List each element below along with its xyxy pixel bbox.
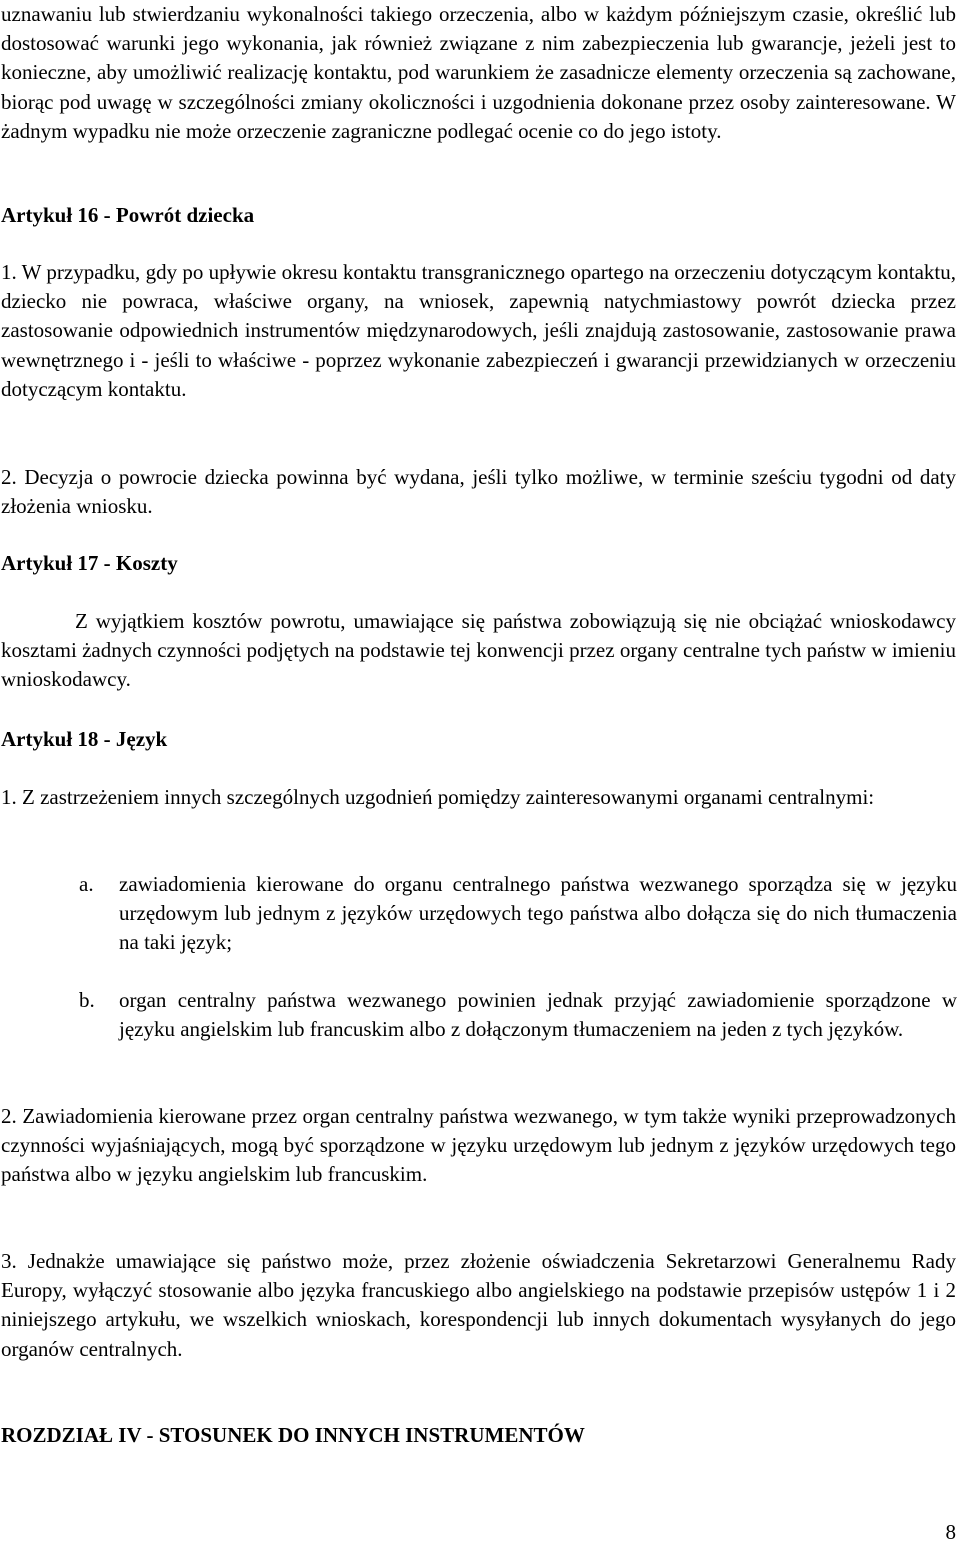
- article-18-paragraph-2: 2. Zawiadomienia kierowane przez organ centralny państwa wezwanego, w tym także wyniki przeprowadzonych czynności wyjaśniających, mogą być sporządzone w języku urzędowym lub jednym z języków urzędowych tego państwa albo w języku angielskim lub francuskim.: [1, 1104, 956, 1187]
- list-item-text: organ centralny państwa wezwanego powinien jednak przyjąć zawiadomienie sporządzone w języku angielskim lub francuskim albo z dołączonym tłumaczeniem na jeden z tych języków.: [119, 988, 957, 1042]
- article-17-paragraph-text: Z wyjątkiem kosztów powrotu, umawiające się państwa zobowiązują się nie obciążać wnioskodawcy kosztami żadnych czynności podjętych na podstawie tej konwencji przez organy centralne tych państw w imieniu wnioskodawcy.: [1, 609, 956, 692]
- article-17-heading: Artykuł 17 - Koszty: [1, 551, 178, 575]
- article-18-paragraph-1: 1. Z zastrzeżeniem innych szczególnych uzgodnień pomiędzy zainteresowanymi organami centralnymi:: [1, 785, 875, 809]
- article-18-paragraph-3: 3. Jednakże umawiające się państwo może, przez złożenie oświadczenia Sekretarzowi Generalnemu Rady Europy, wyłączyć stosowanie albo języka francuskiego albo angielskiego na podstawie przepisów ustępów 1 i 2 niniejszego artykułu, we wszelkich wnioskach, korespondencji lub innych dokumentach wysyłanych do jego organów centralnych.: [1, 1249, 956, 1361]
- chapter-4-heading: ROZDZIAŁ IV - STOSUNEK DO INNYCH INSTRUMENTÓW: [1, 1423, 585, 1447]
- article-17-paragraph-1: [1, 607, 956, 695]
- list-marker: a.: [79, 872, 94, 896]
- list-marker: b.: [79, 988, 95, 1012]
- continuation-paragraph: uznawaniu lub stwierdzaniu wykonalności takiego orzeczenia, albo w każdym późniejszym czasie, określić lub dostosować warunki jego wykonania, jak również związane z nim zabezpieczenia lub gwarancje, jeżeli jest to konieczne, aby umożliwić realizację kontaktu, pod warunkiem że zasadnicze elementy orzeczenia są zachowane, biorąc pod uwagę w szczególności zmiany okoliczności i uzgodnienia dokonane przez osoby zainteresowane. W żadnym wypadku nie może orzeczenie zagraniczne podlegać ocenie co do jego istoty.: [1, 2, 956, 143]
- page-number: 8: [945, 1520, 956, 1544]
- article-16-paragraph-2: 2. Decyzja o powrocie dziecka powinna być wydana, jeśli tylko możliwe, w terminie sześciu tygodni od daty złożenia wniosku.: [1, 465, 956, 519]
- article-18-heading: Artykuł 18 - Język: [1, 727, 168, 751]
- article-16-heading: Artykuł 16 - Powrót dziecka: [1, 203, 255, 227]
- list-item-text: zawiadomienia kierowane do organu centralnego państwa wezwanego sporządza się w języku urzędowym lub jednym z języków urzędowych tego państwa albo dołącza się do nich tłumaczenia na taki język;: [119, 872, 957, 955]
- article-16-paragraph-1: 1. W przypadku, gdy po upływie okresu kontaktu transgranicznego opartego na orzeczeniu dotyczącym kontaktu, dziecko nie powraca, właściwe organy, na wniosek, zapewnią natychmiastowy powrót dziecka przez zastosowanie odpowiednich instrumentów międzynarodowych, jeśli znajdują zastosowanie, zastosowanie prawa wewnętrznego i - jeśli to właściwe - poprzez wykonanie zabezpieczeń i gwarancji przewidzianych w orzeczeniu dotyczącym kontaktu.: [1, 260, 956, 401]
